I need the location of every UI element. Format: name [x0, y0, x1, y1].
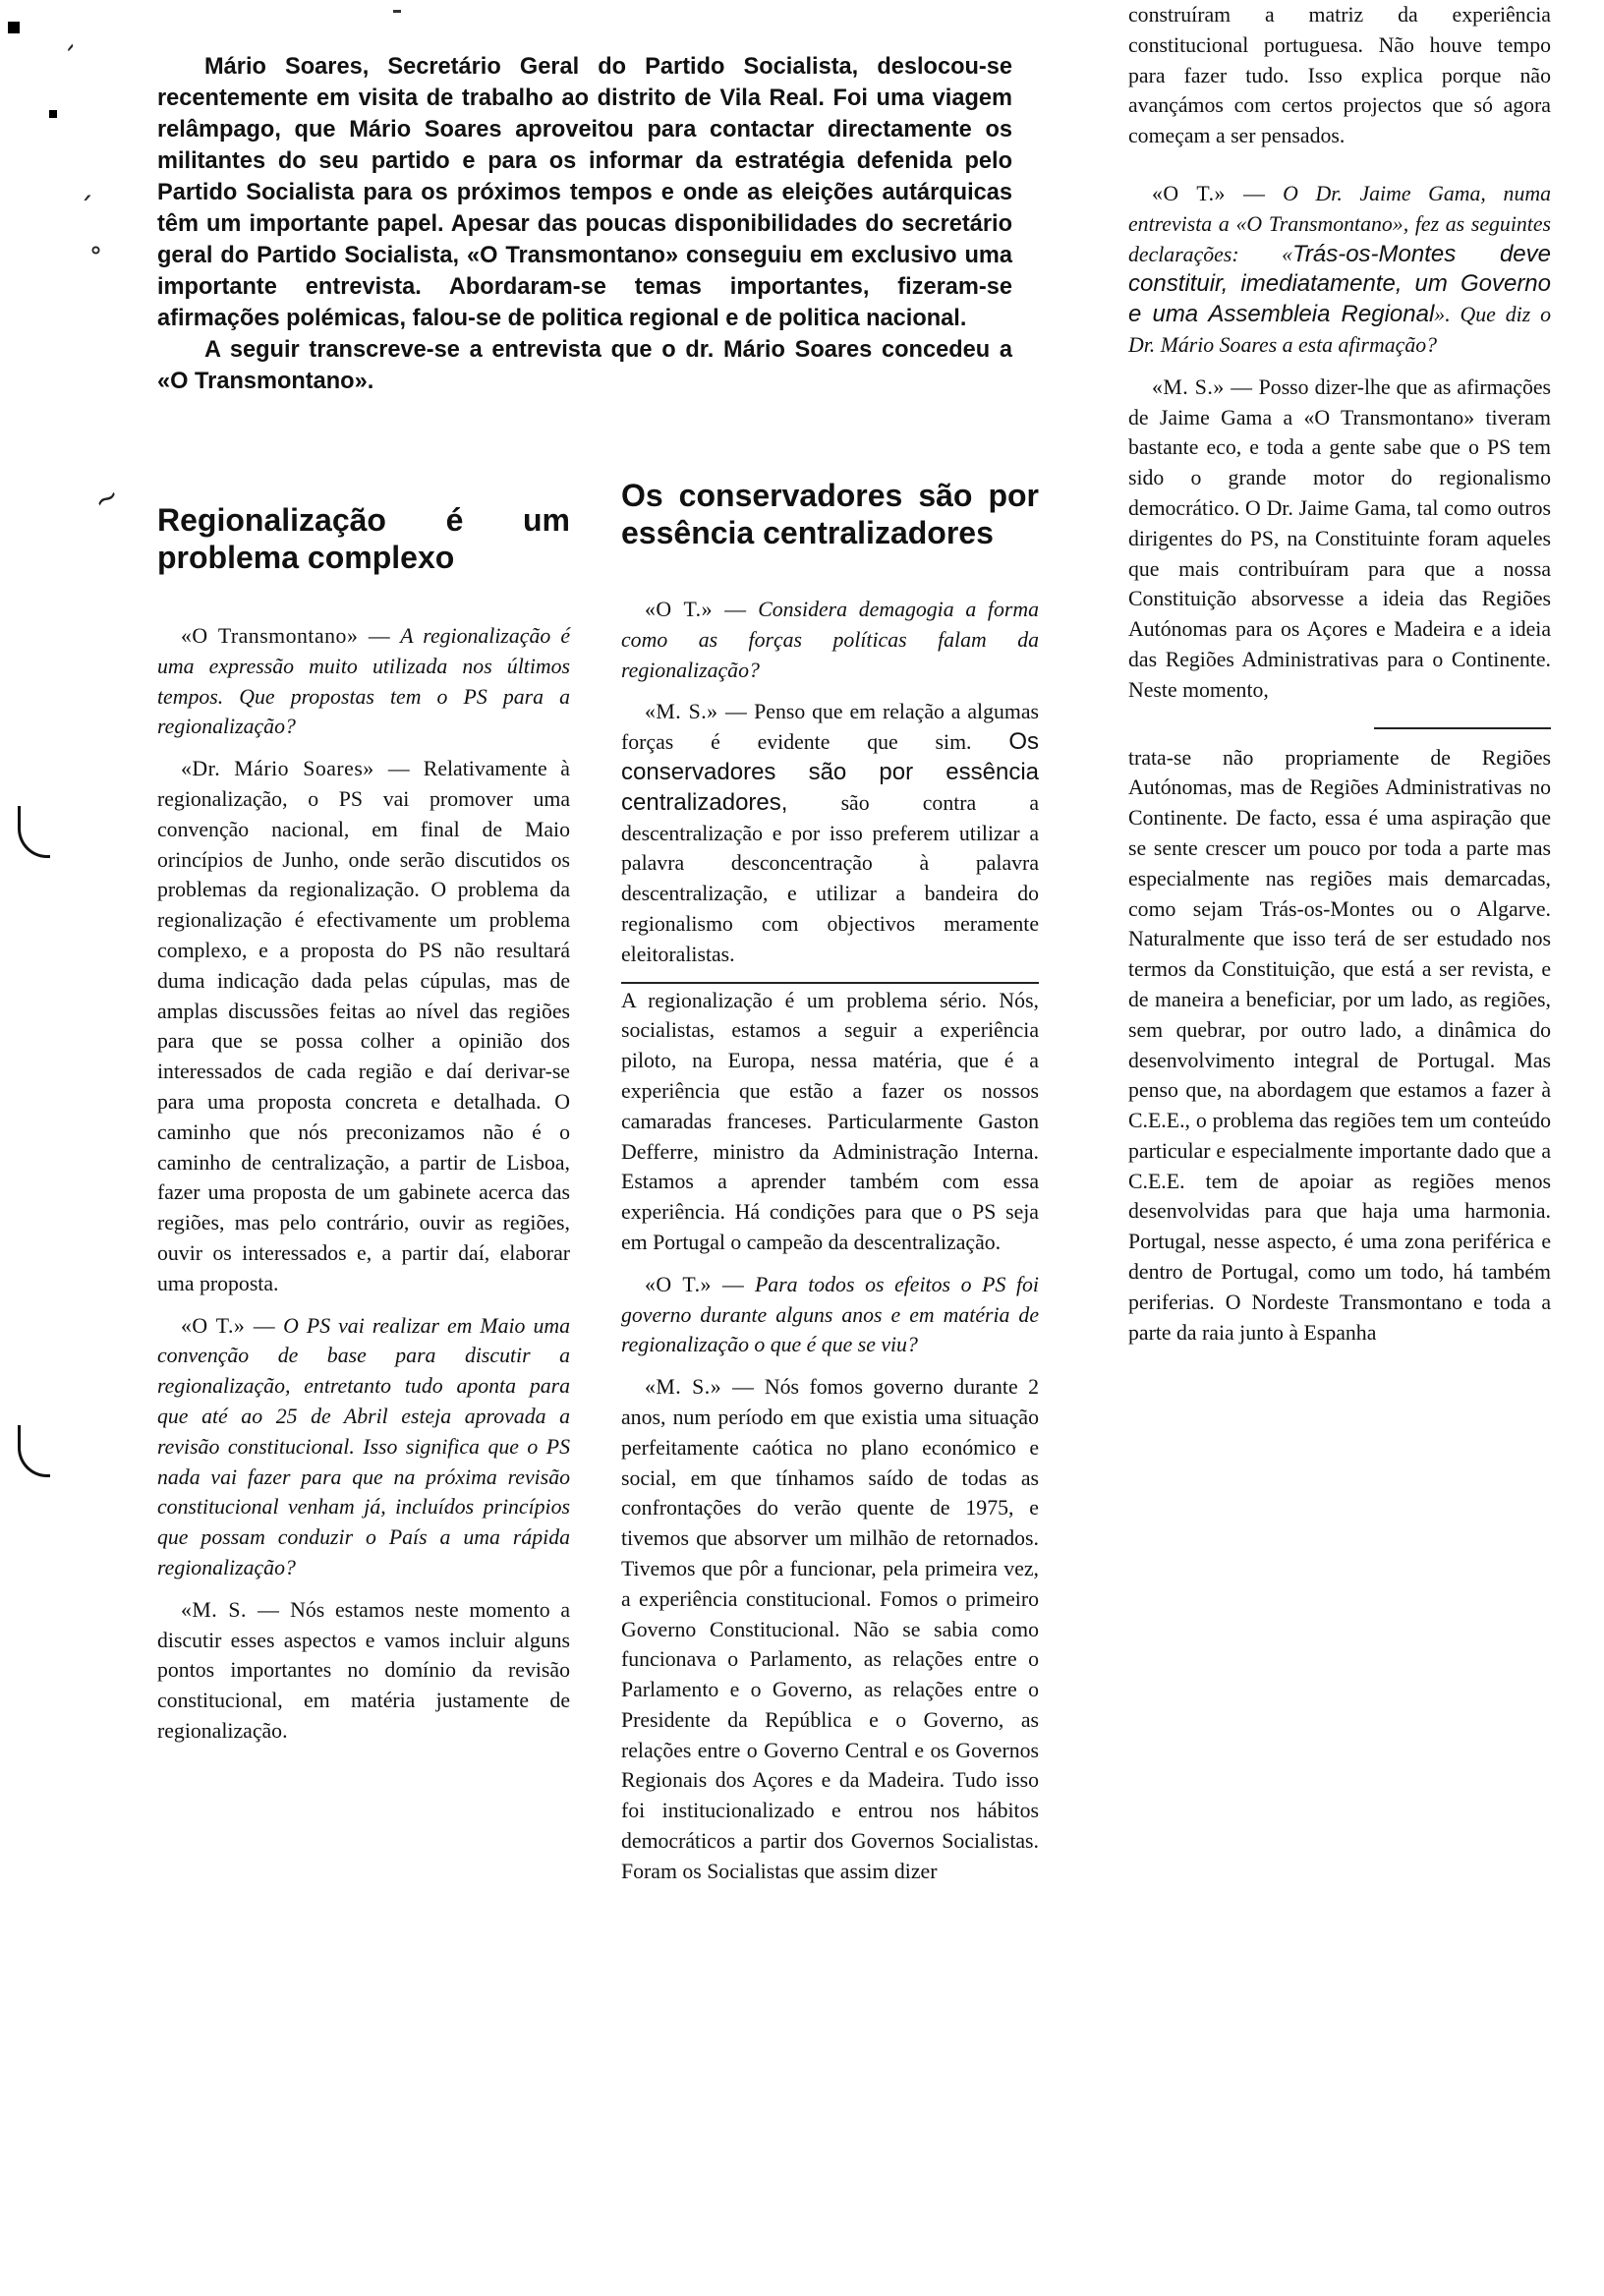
intro-paragraph: A seguir transcreve-se a entrevista que o dr. Mário Soares concedeu a «O Transmontano».: [157, 337, 1012, 394]
question-text: Para todos os efeitos o PS foi governo durante alguns anos e em matéria de regionalização o que é que se viu?: [621, 1272, 1039, 1357]
speaker-label: «O T.» —: [1152, 181, 1266, 205]
quoted-declaration: Trás-os-Montes deve constituir, imediatamente, um Governo e uma Assembleia Regional: [1128, 240, 1552, 328]
speaker-label: «O T.» —: [181, 1313, 276, 1338]
handwritten-mark: ˏ: [79, 167, 93, 201]
speaker-label: «O T.» —: [645, 598, 747, 621]
handwritten-mark: ˚: [88, 246, 103, 280]
interview-question: [621, 1270, 1039, 1360]
answer-text: são contra a descentralização e por isso preferem utilizar a palavra desconcentração à palavra descentralização, e utilizar a bandeira do regionalismo com objectivos meramente eleitoralistas.: [621, 790, 1040, 966]
speaker-label: «M. S.» —: [1152, 374, 1253, 399]
answer-text: Penso que em relação a algumas forças é evidente que sim.: [621, 700, 1039, 755]
section-headline: Os conservadores são por essência centralizadores: [621, 478, 1039, 550]
column-divider-rule: [1374, 727, 1551, 729]
article-column-2: [621, 477, 1039, 1899]
article-intro: [157, 51, 1012, 397]
interview-answer: [157, 1595, 570, 1747]
interview-question: [621, 595, 1039, 685]
margin-bracket: [18, 1425, 50, 1477]
handwritten-mark: ~: [86, 478, 127, 520]
interview-question: [1128, 179, 1551, 361]
scan-margin-marks: [0, 0, 147, 2296]
speaker-label: «M. S.» —: [645, 700, 748, 724]
question-text: O Dr. Jaime Gama, numa entrevista a «O Transmontano», fez as seguintes declarações: «: [1128, 181, 1551, 266]
article-column-3: [1128, 0, 1551, 1359]
question-text: ». Que diz o Dr. Mário Soares a esta afirmação?: [1128, 303, 1551, 357]
question-text: A regionalização é uma expressão muito utilizada nos últimos tempos. Que propostas tem o PS para a regionalização?: [157, 624, 570, 739]
answer-text: Posso dizer-lhe que as afirmações de Jaime Gama a «O Transmontano» tiveram bastante eco, e toda a gente sabe que o PS tem sido o grande motor do regionalismo democrático. O Dr. Jaime Gama, tal como outros dirigentes do PS, na Constituinte foram aqueles que mais contribuíram para que a nossa Constituição absorvesse a ideia das Regiões Autónomas para os Açores e Madeira e a ideia das Regiões Administrativas para o Continente. Neste momento,: [1128, 374, 1552, 702]
interview-question: [157, 621, 570, 742]
speaker-label: «O Transmontano» —: [181, 624, 391, 648]
answer-text: Nós fomos governo durante 2 anos, num período em que existia uma situação perfeitamente caótica no plano económico e social, em que tínhamos saído de todas as confrontações do verão quente de 1975, e tivemos que absorver um milhão de retornados. Tivemos que pôr a funcionar, pela primeira vez, a experiência constitucional. Fomos o primeiro Governo Constitucional. Não se sabia como funcionava o Parlamento, as relações entre o Parlamento e o Governo, as relações entre o Presidente da República e o Governo, as relações entre o Governo Central e os Governos Regionais dos Açores e da Madeira. Tudo isso foi institucionalizado e entrou nos hábitos democráticos a partir dos Governos Socialistas. Foram os Socialistas que assim dizer: [621, 1375, 1040, 1883]
interview-answer: [1128, 373, 1551, 706]
scan-dot: [8, 22, 20, 33]
interview-answer: [157, 754, 570, 1298]
speaker-label: «M. S.» —: [645, 1375, 755, 1400]
interview-question: [157, 1311, 570, 1583]
article-column-1: [157, 501, 570, 1758]
pull-phrase: Os conservadores são por essência centralizadores,: [621, 728, 1040, 816]
answer-text: Relativamente à regionalização, o PS vai promover uma convenção nacional, em final de Maio orincípios de Junho, onde serão discutidos os problemas da regionalização. O problema da regionalização é efectivamente um problema complexo, e a proposta do PS não resultará duma indicação dada pelas cúpulas, mas de amplas discussões feitas ao nível das regiões para que se possa colher a opinião dos interessados de cada região e daí derivar-se para uma proposta concreta e detalhada. O caminho que nós preconizamos não é o caminho de centralização, a partir de Lisboa, fazer uma proposta de um gabinete acerca das regiões, mas pelo contrário, ouvir as regiões, ouvir os interessados e, a partir daí, elaborar uma proposta.: [157, 757, 570, 1295]
question-text: O PS vai realizar em Maio uma convenção de base para discutir a regionalização, entretanto tudo aponta para que até ao 25 de Abril esteja aprovada a revisão constitucional. Isso significa que o PS nada vai fazer para que na próxima revisão constitucional venham já, incluídos princípios que possam conduzir o País a uma rápida regionalização?: [157, 1313, 570, 1579]
question-text: Considera demagogia a forma como as forças políticas falam da regionalização?: [621, 598, 1039, 682]
interview-answer-continued: trata-se não propriamente de Regiões Autónomas, mas de Regiões Administrativas no Continente. De facto, essa é uma aspiração que se sente crescer um pouco por toda a parte mas especialmente nas regiões mais demarcadas, como sejam Trás-os-Montes ou o Algarve. Naturalmente que isso terá de ser estudado nos termos da Constituição, que está a ser revista, e de maneira a beneficiar, por um lado, as regiões, sem quebrar, por outro lado, a dinâmica do desenvolvimento integral de Portugal. Mas penso que, na abordagem que estamos a fazer à C.E.E., o problema das regiões tem um conteúdo particular e especialmente importante dado que a C.E.E. tem de apoiar as regiões menos desenvolvidas para que haja uma harmonia. Portugal, nesse aspecto, é uma zona periférica e dentro de Portugal, como um todo, há também periferias. O Nordeste Transmontano e toda a parte da raia junto à Espanha: [1128, 745, 1551, 1345]
interview-answer: [621, 1372, 1039, 1887]
speaker-label: «O T.» —: [645, 1272, 745, 1296]
scan-mark: [393, 10, 401, 13]
interview-answer: [621, 697, 1039, 969]
interview-answer-continued: A regionalização é um problema sério. Nós, socialistas, estamos a seguir a experiência piloto, na Europa, nessa matéria, que é a experiência que estão a fazer os nossos camaradas franceses. Particularmente Gaston Defferre, ministro da Administração Interna. Estamos a aprender também com essa experiência. Há condições para que o PS seja em Portugal o campeão da descentralização.: [621, 982, 1039, 1258]
speaker-label: «Dr. Mário Soares» —: [181, 757, 411, 781]
section-headline: Regionalização é um problema complexo: [157, 502, 570, 575]
speaker-label: «M. S. —: [181, 1597, 280, 1622]
intro-paragraph: Mário Soares, Secretário Geral do Partido Socialista, deslocou-se recentemente em visita de trabalho ao distrito de Vila Real. Foi uma viagem relâmpago, que Mário Soares aproveitou para contactar directamente os militantes do seu partido e para os informar da estratégia defenida pelo Partido Socialista para os próximos tempos e onde as eleições autárquicas têm um importante papel. Apesar das poucas disponibilidades do secretário geral do Partido Socialista, «O Transmontano» conseguiu em exclusivo uma importante entrevista. Abordaram-se temas importantes, fizeram-se afirmações polémicas, falou-se de politica regional e de politica nacional.: [157, 54, 1012, 331]
scan-dot: [49, 110, 57, 118]
margin-bracket: [18, 806, 50, 858]
handwritten-mark: ˎ: [65, 36, 103, 57]
answer-text: Nós estamos neste momento a discutir esses aspectos e vamos incluir alguns pontos importantes no domínio da revisão constitucional, em matéria justamente de regionalização.: [157, 1597, 571, 1743]
interview-answer-continued: construíram a matriz da experiência constitucional portuguesa. Não houve tempo para fazer tudo. Isso explica porque não avançámos com certos projectos que só agora começam a ser pensados.: [1128, 3, 1551, 148]
